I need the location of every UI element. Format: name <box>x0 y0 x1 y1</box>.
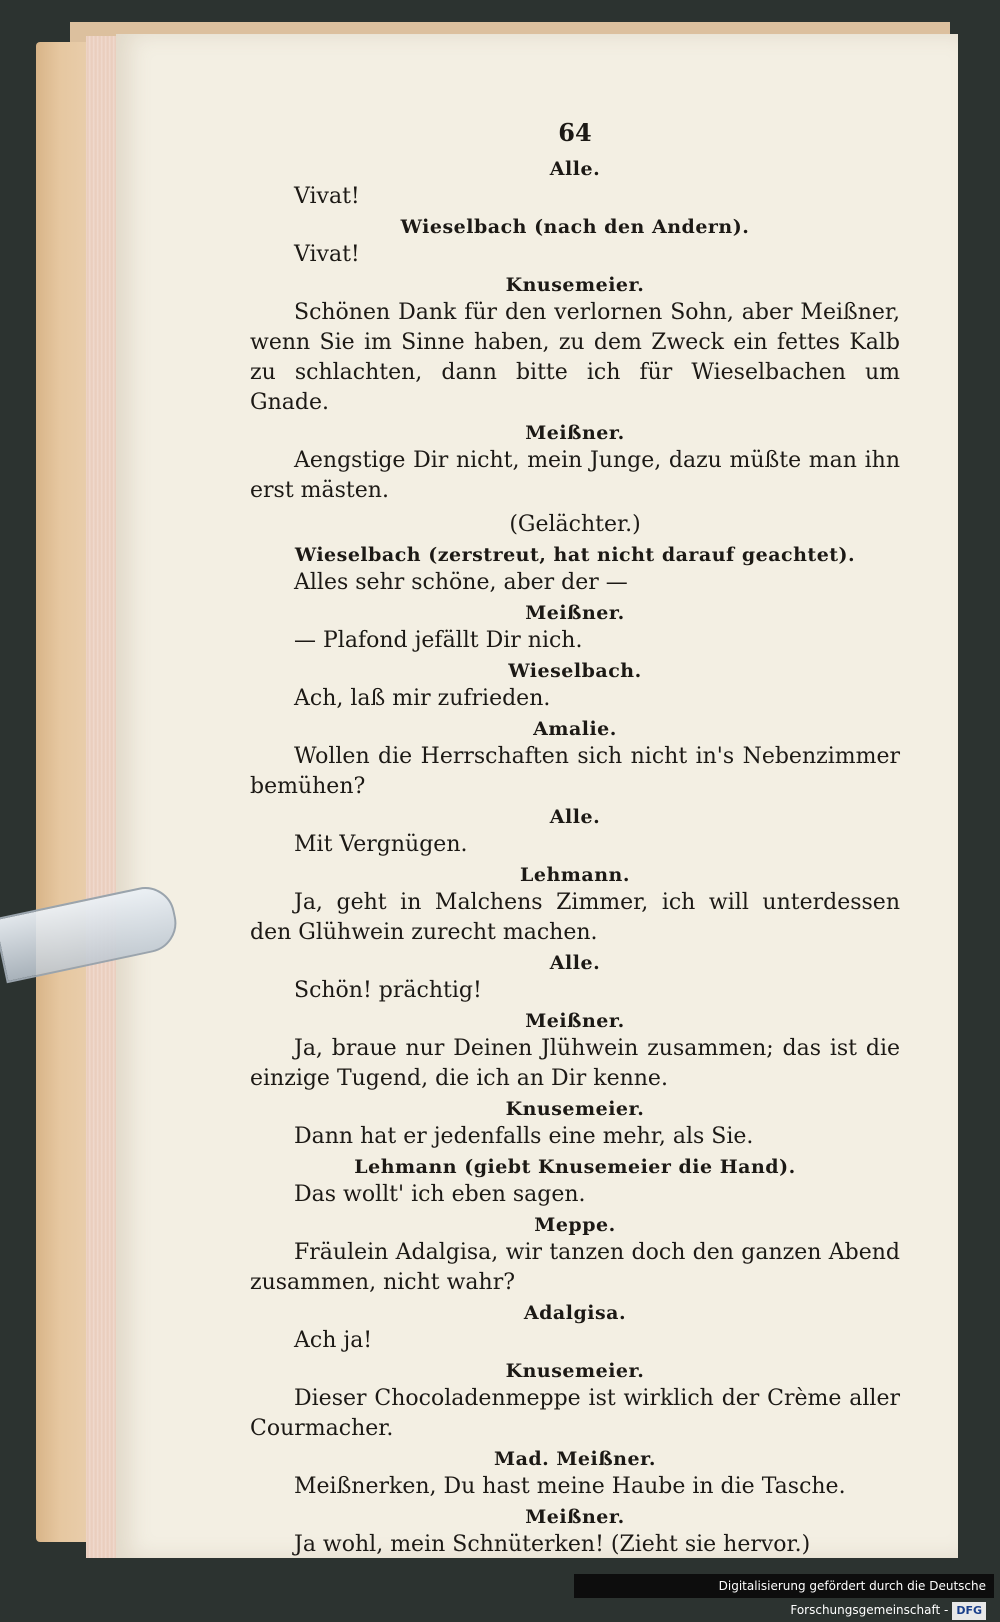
dfg-logo: DFG <box>952 1602 986 1620</box>
speaker-label: Knusemeier. <box>505 274 645 296</box>
footer-text: Digitalisierung gefördert durch die Deutsche Forschungsgemeinschaft - <box>718 1579 986 1617</box>
speaker-label: Wieselbach (zerstreut, hat nicht darauf geachtet). <box>294 544 856 566</box>
speaker-label: Mad. Meißner. <box>494 1448 656 1470</box>
dialogue-line: Schönen Dank für den verlornen Sohn, aber Meißner, wenn Sie im Sinne haben, zu dem Zweck ein fettes Kalb zu schlachten, dann bitte ich für Wieselbachen um Gnade. <box>250 300 900 415</box>
speaker-label: Adalgisa. <box>523 1302 627 1324</box>
speaker-label: Meppe. <box>534 1214 616 1236</box>
dialogue-line: Ja, braue nur Deinen Jlühwein zusammen; das ist die einzige Tugend, die ich an Dir kenne. <box>250 1036 900 1091</box>
dialogue-line: Das wollt' ich eben sagen. <box>294 1182 586 1207</box>
speaker-label: Knusemeier. <box>505 1098 645 1120</box>
dialogue-line: Ja, geht in Malchens Zimmer, ich will unterdessen den Glühwein zurecht machen. <box>250 890 900 945</box>
speaker-label: Lehmann (giebt Knusemeier die Hand). <box>354 1156 796 1178</box>
stage-direction: (Gelächter.) <box>509 512 641 537</box>
speaker-label: Meißner. <box>525 422 625 444</box>
speaker-label: Wieselbach. <box>508 660 642 682</box>
dialogue-line: Ja wohl, mein Schnüterken! (Zieht sie hervor.) <box>294 1532 811 1557</box>
dialogue-line: Meißnerken, Du hast meine Haube in die Tasche. <box>294 1474 846 1499</box>
page-number: 64 <box>558 118 592 147</box>
dialogue-line: Ach ja! <box>294 1328 373 1353</box>
dialogue-line: Wollen die Herrschaften sich nicht in's Nebenzimmer bemühen? <box>250 744 900 799</box>
dialogue-line: Schön! prächtig! <box>294 978 482 1003</box>
page-text <box>250 118 900 1560</box>
speaker-label: Alle. <box>549 158 601 180</box>
dialogue-line: Ach, laß mir zufrieden. <box>294 686 551 711</box>
dialogue-line: Dann hat er jedenfalls eine mehr, als Sie. <box>294 1124 754 1149</box>
speaker-label: Knusemeier. <box>505 1360 645 1382</box>
dialogue-line: Vivat! <box>294 242 360 267</box>
dialogue-line: Alles sehr schöne, aber der — <box>294 570 628 595</box>
dialogue-line: Vivat! <box>294 184 360 209</box>
dialogue-line: — Plafond jefällt Dir nich. <box>294 628 583 653</box>
speaker-label: Lehmann. <box>520 864 630 886</box>
speaker-label: Wieselbach (nach den Andern). <box>400 216 750 238</box>
speaker-label: Meißner. <box>525 1506 625 1528</box>
speaker-label: Alle. <box>549 952 601 974</box>
speaker-label: Alle. <box>549 806 601 828</box>
speaker-label: Meißner. <box>525 602 625 624</box>
digitization-footer <box>574 1574 994 1617</box>
dialogue-line: Dieser Chocoladenmeppe ist wirklich der Crème aller Courmacher. <box>250 1386 900 1441</box>
dialogue-line: Aengstige Dir nicht, mein Junge, dazu müßte man ihn erst mästen. <box>250 448 900 503</box>
speaker-label: Meißner. <box>525 1010 625 1032</box>
dialogue-line: Mit Vergnügen. <box>294 832 468 857</box>
dialogue-line: Fräulein Adalgisa, wir tanzen doch den ganzen Abend zusammen, nicht wahr? <box>250 1240 900 1295</box>
dialogue-blocks <box>250 156 900 1560</box>
speaker-label: Amalie. <box>533 718 617 740</box>
